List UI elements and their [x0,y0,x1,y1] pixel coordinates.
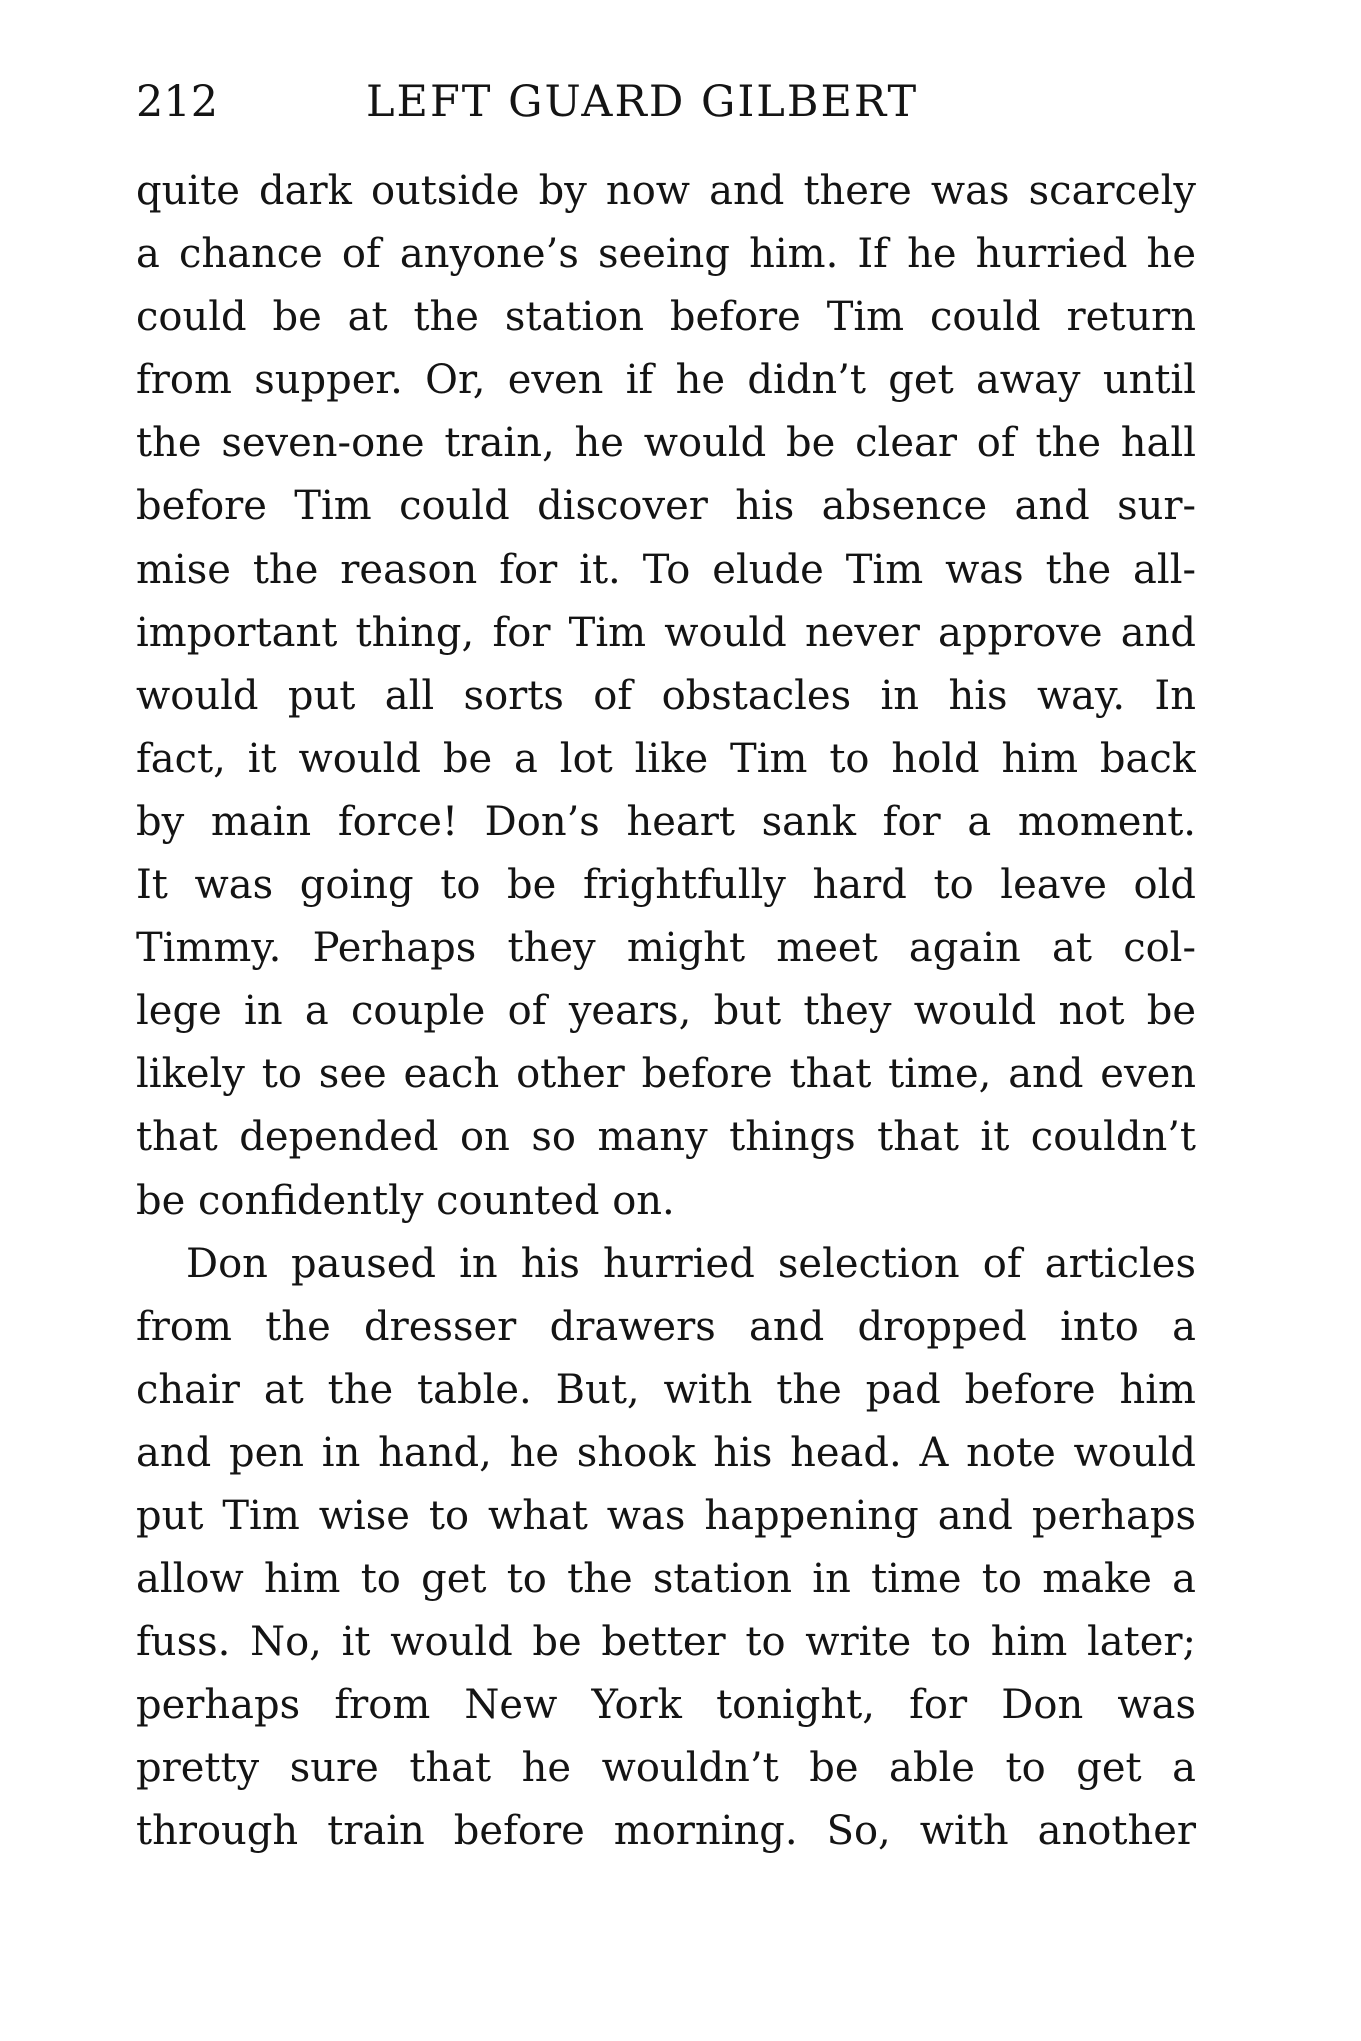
text-line: from the dresser drawers and dropped into a [136,1303,1196,1350]
text-line: Timmy. Perhaps they might meet again at col- [136,925,1196,972]
text-line: likely to see each other before that time, and even [136,1051,1196,1098]
text-line: from supper. Or, even if he didn’t get away until [136,357,1196,404]
body-text [136,160,1196,1864]
text-line: mise the reason for it. To elude Tim was the all- [136,546,1196,593]
paragraph-2 [136,1233,1196,1864]
text-line: allow him to get to the station in time to make a [136,1556,1196,1603]
text-line: through train before morning. So, with another [136,1808,1196,1855]
running-head [136,72,1196,132]
text-line: important thing, for Tim would never approve and [136,609,1196,656]
running-title: LEFT GUARD GILBERT [366,77,919,127]
text-line: and pen in hand, he shook his head. A note would [136,1429,1196,1476]
text-line: fuss. No, it would be better to write to him later; [136,1619,1196,1666]
text-line: by main force! Don’s heart sank for a moment. [136,798,1196,845]
text-line: could be at the station before Tim could return [136,294,1196,341]
text-line: a chance of anyone’s seeing him. If he hurried he [136,231,1196,278]
text-line: before Tim could discover his absence and sur- [136,483,1196,530]
text-line: chair at the table. But, with the pad before him [136,1366,1196,1413]
text-line: perhaps from New York tonight, for Don was [136,1682,1196,1729]
text-line: pretty sure that he wouldn’t be able to get a [136,1745,1196,1792]
text-line: that depended on so many things that it couldn’t [136,1114,1196,1161]
text-line: be confidently counted on. [136,1177,675,1224]
page-number: 212 [136,77,219,127]
text-line: lege in a couple of years, but they would not be [136,988,1196,1035]
paragraph-1 [136,160,1196,1233]
text-line: It was going to be frightfully hard to leave old [136,862,1196,909]
text-line: put Tim wise to what was happening and perhaps [136,1492,1196,1539]
text-line: Don paused in his hurried selection of articles [186,1240,1196,1287]
text-line: would put all sorts of obstacles in his way. In [136,672,1196,719]
text-line: the seven-one train, he would be clear of the hall [136,420,1196,467]
text-line: fact, it would be a lot like Tim to hold him back [136,735,1196,782]
text-line: quite dark outside by now and there was scarcely [136,168,1196,214]
